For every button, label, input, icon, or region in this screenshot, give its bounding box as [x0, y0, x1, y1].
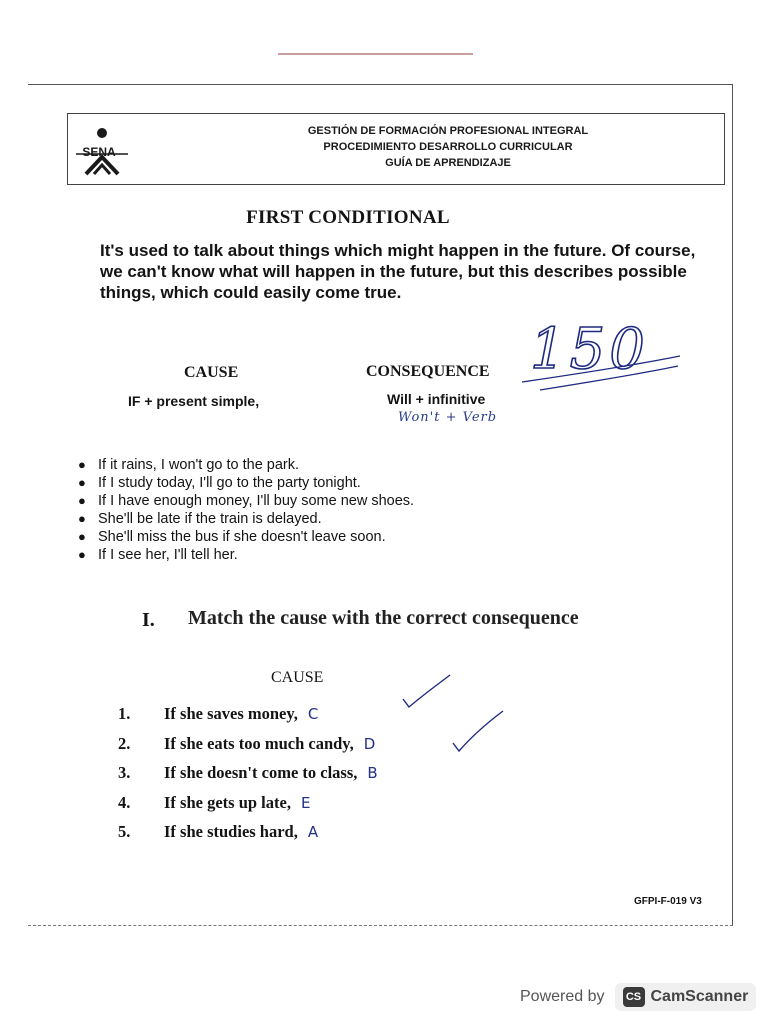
scan-edge-mark	[278, 53, 473, 55]
bullet-icon: ●	[78, 475, 86, 490]
header-line-1: GESTIÓN DE FORMACIÓN PROFESIONAL INTEGRAL	[307, 125, 589, 137]
match-item	[118, 793, 378, 823]
list-item	[78, 492, 414, 510]
handwritten-checkmarks	[395, 665, 515, 755]
consequence-formula: Will + infinitive	[387, 391, 486, 407]
match-number: 3.	[118, 763, 131, 782]
exercise-number: I.	[142, 609, 155, 631]
header-line-3: GUÍA DE APRENDIZAJE	[385, 157, 511, 169]
match-number: 5.	[118, 822, 131, 841]
match-item	[118, 763, 378, 793]
form-code: GFPI-F-019 V3	[634, 896, 702, 907]
header-line-2: PROCEDIMIENTO DESARROLLO CURRICULAR	[323, 141, 573, 153]
match-item	[118, 704, 378, 734]
camscanner-logo	[615, 983, 757, 1011]
match-number: 4.	[118, 792, 131, 812]
match-text: If she eats too much candy,	[164, 733, 354, 753]
match-list	[118, 704, 378, 852]
match-text: If she studies hard,	[164, 822, 298, 841]
camscanner-watermark	[520, 983, 756, 1011]
examples-list	[78, 456, 414, 564]
grade-text: 150	[530, 317, 649, 382]
header-text	[228, 123, 668, 171]
example-text: She'll be late if the train is delayed.	[98, 511, 322, 527]
example-text: If I have enough money, I'll buy some new shoes.	[98, 493, 415, 509]
powered-by-text: Powered by	[520, 988, 605, 1005]
intro-paragraph: It's used to talk about things which might happen in the future. Of course, we can't know what will happen in the future, but this describes possible things, which could easily come true.	[100, 241, 696, 302]
bullet-icon: ●	[78, 529, 86, 544]
camscanner-brand: CamScanner	[650, 988, 749, 1005]
match-number: 1.	[118, 704, 131, 723]
page-title: FIRST CONDITIONAL	[246, 207, 450, 228]
sena-logo	[72, 124, 132, 176]
match-text: If she doesn't come to class,	[164, 763, 358, 782]
example-text: She'll miss the bus if she doesn't leave soon.	[98, 529, 386, 545]
bullet-icon: ●	[78, 511, 86, 526]
list-item	[78, 474, 414, 492]
handwritten-grade	[510, 300, 700, 400]
example-text: If I study today, I'll go to the party tonight.	[98, 475, 361, 491]
example-text: If I see her, I'll tell her.	[98, 547, 238, 563]
match-answer: B	[367, 764, 378, 782]
match-answer: E	[300, 793, 311, 812]
match-item	[118, 734, 378, 764]
bullet-icon: ●	[78, 493, 86, 508]
match-text: If she saves money,	[164, 704, 298, 723]
match-text: If she gets up late,	[164, 792, 291, 812]
list-item	[78, 510, 414, 528]
match-item	[118, 822, 378, 852]
exercise-title: Match the cause with the correct consequence	[188, 607, 579, 629]
list-item	[78, 546, 414, 564]
match-number: 2.	[118, 733, 131, 753]
list-item	[78, 528, 414, 546]
list-item	[78, 456, 414, 474]
bullet-icon: ●	[78, 547, 86, 562]
bullet-icon: ●	[78, 457, 86, 472]
logo-text: SENA	[82, 145, 116, 159]
cause-formula: IF + present simple,	[128, 393, 260, 409]
cause-heading: CAUSE	[184, 364, 239, 381]
exercise-column-label: CAUSE	[271, 669, 324, 686]
handwritten-note: Won't + Verb	[398, 410, 498, 425]
example-text: If it rains, I won't go to the park.	[98, 457, 300, 473]
match-answer: C	[307, 705, 319, 723]
match-answer: A	[307, 823, 319, 841]
document-header	[67, 113, 725, 185]
match-answer: D	[363, 734, 376, 753]
cs-logo-icon: CS	[623, 987, 645, 1007]
consequence-heading: CONSEQUENCE	[366, 363, 490, 380]
